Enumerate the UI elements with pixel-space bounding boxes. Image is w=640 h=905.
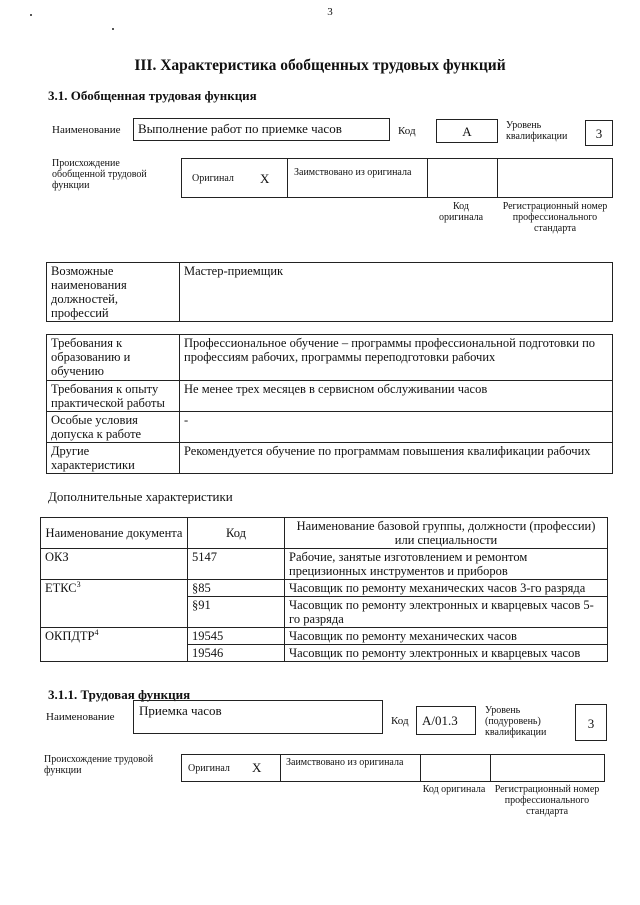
gtf-heading: 3.1. Обобщенная трудовая функция bbox=[48, 88, 257, 103]
req-experience-value: Не менее трех месяцев в сервисном обслуживании часов bbox=[180, 381, 613, 412]
gtf-name-label: Наименование bbox=[52, 124, 121, 136]
divider bbox=[427, 159, 428, 197]
additional-heading: Дополнительные характеристики bbox=[48, 489, 233, 504]
tf-original-label: Оригинал bbox=[188, 763, 230, 774]
positions-value: Мастер-приемщик bbox=[180, 263, 613, 322]
footnote-marker: 3 bbox=[76, 579, 81, 589]
tf-original-mark: Х bbox=[252, 760, 262, 775]
row-doc-text: ОКПДТР bbox=[45, 629, 95, 643]
tf-reg-number-caption: Регистрационный номер профессионального стандарта bbox=[494, 784, 600, 817]
req-education-value: Профессиональное обучение – программы профессиональной подготовки по профессиям рабочих, программы переподготовки рабочих bbox=[180, 335, 613, 381]
row-doc bbox=[41, 597, 188, 628]
req-special-value: - bbox=[180, 412, 613, 443]
divider bbox=[490, 755, 491, 781]
divider bbox=[497, 159, 498, 197]
row-doc-text: ЕТКС bbox=[45, 581, 77, 595]
gtf-origin-label: Происхождение обобщенной трудовой функции bbox=[52, 158, 147, 191]
gtf-code-original-caption: Код оригинала bbox=[438, 201, 484, 223]
gtf-level-value: 3 bbox=[595, 126, 603, 141]
gtf-name-box bbox=[133, 118, 390, 141]
header-name: Наименование базовой группы, должности (профессии) или специальности bbox=[285, 518, 608, 549]
page-number: 3 bbox=[327, 6, 333, 18]
row-name: Часовщик по ремонту электронных и кварцевых часов 5-го разряда bbox=[285, 597, 608, 628]
tf-name-value: Приемка часов bbox=[139, 703, 222, 718]
gtf-name-value: Выполнение работ по приемке часов bbox=[138, 121, 342, 136]
divider bbox=[280, 755, 281, 781]
row-doc-text: ОКЗ bbox=[45, 550, 69, 564]
tf-code-value: А/01.3 bbox=[422, 713, 458, 728]
tf-level-label: Уровень (подуровень) квалификации bbox=[485, 705, 547, 738]
row-doc bbox=[41, 628, 188, 645]
gtf-reg-number-caption: Регистрационный номер профессионального стандарта bbox=[502, 201, 608, 234]
positions-label: Возможные наименования должностей, профессий bbox=[47, 263, 180, 322]
tf-name-label: Наименование bbox=[46, 711, 115, 723]
gtf-borrowed-label: Заимствовано из оригинала bbox=[294, 167, 412, 178]
row-name: Часовщик по ремонту механических часов 3-го разряда bbox=[285, 580, 608, 597]
tf-code-box bbox=[416, 706, 476, 735]
row-code: 19545 bbox=[188, 628, 285, 645]
tf-code-original-caption: Код оригинала bbox=[422, 784, 486, 795]
gtf-code-value: А bbox=[462, 124, 472, 139]
gtf-level-box bbox=[585, 120, 613, 146]
req-education-label: Требования к образованию и обучению bbox=[47, 335, 180, 381]
row-doc bbox=[41, 645, 188, 662]
row-code: 19546 bbox=[188, 645, 285, 662]
tf-level-value: 3 bbox=[587, 716, 595, 731]
gtf-original-mark: Х bbox=[260, 171, 270, 186]
gtf-origin-grid bbox=[181, 158, 613, 198]
tf-heading: 3.1.1. Трудовая функция bbox=[48, 687, 191, 702]
row-code: 5147 bbox=[188, 549, 285, 580]
positions-table bbox=[46, 262, 613, 322]
req-other-value: Рекомендуется обучение по программам повышения квалификации рабочих bbox=[180, 443, 613, 474]
tf-level-box bbox=[575, 704, 607, 741]
gtf-code-label: Код bbox=[398, 125, 416, 137]
tf-name-box bbox=[133, 700, 383, 734]
section-title: III. Характеристика обобщенных трудовых функций bbox=[134, 57, 506, 74]
tf-origin-grid bbox=[181, 754, 605, 782]
row-name: Часовщик по ремонту электронных и кварцевых часов bbox=[285, 645, 608, 662]
tf-borrowed-label: Заимствовано из оригинала bbox=[286, 757, 404, 768]
requirements-table bbox=[46, 334, 613, 474]
gtf-code-box bbox=[436, 119, 498, 143]
gtf-original-label: Оригинал bbox=[192, 173, 234, 184]
row-name: Часовщик по ремонту механических часов bbox=[285, 628, 608, 645]
footnote-marker: 4 bbox=[94, 627, 99, 637]
tf-code-label: Код bbox=[391, 715, 409, 727]
row-name: Рабочие, занятые изготовлением и ремонтом прецизионных инструментов и приборов bbox=[285, 549, 608, 580]
tf-origin-label: Происхождение трудовой функции bbox=[44, 754, 154, 776]
row-doc bbox=[41, 549, 188, 580]
scan-speck bbox=[112, 28, 114, 30]
row-code: §91 bbox=[188, 597, 285, 628]
divider bbox=[287, 159, 288, 197]
row-doc bbox=[41, 580, 188, 597]
header-doc: Наименование документа bbox=[41, 518, 188, 549]
req-special-label: Особые условия допуска к работе bbox=[47, 412, 180, 443]
header-code: Код bbox=[188, 518, 285, 549]
divider bbox=[420, 755, 421, 781]
req-other-label: Другие характеристики bbox=[47, 443, 180, 474]
gtf-level-label: Уровень квалификации bbox=[506, 120, 568, 142]
additional-table bbox=[40, 517, 608, 662]
req-experience-label: Требования к опыту практической работы bbox=[47, 381, 180, 412]
row-code: §85 bbox=[188, 580, 285, 597]
